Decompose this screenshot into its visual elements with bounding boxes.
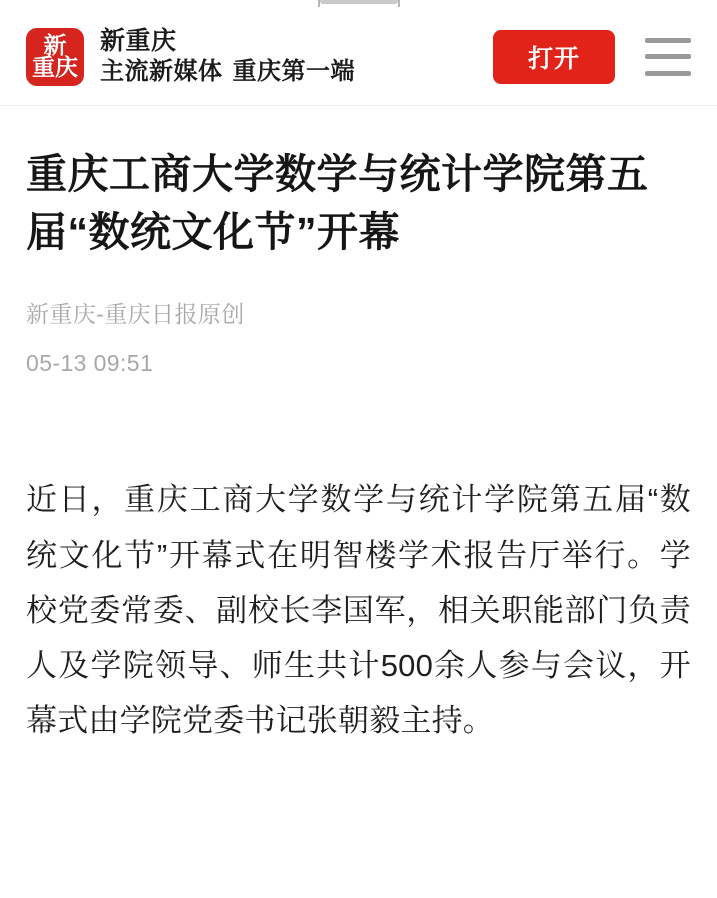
app-logo-icon [26, 28, 84, 86]
hamburger-line-1 [645, 38, 691, 43]
brand[interactable] [26, 26, 493, 87]
brand-name: 新重庆 [100, 27, 177, 56]
brand-slogan-part2: 重庆第一端 [232, 58, 355, 86]
hamburger-line-2 [645, 54, 691, 59]
hamburger-menu-icon[interactable] [645, 38, 691, 76]
brand-slogan-part1: 主流新媒体 [100, 58, 223, 86]
logo-glyph-bottom: 重庆 [32, 54, 78, 81]
open-app-button[interactable]: 打开 [493, 30, 615, 84]
page-title: 重庆工商大学数学与统计学院第五届“数统文化节”开幕 [26, 151, 649, 256]
article-timestamp: 05-13 09:51 [26, 349, 154, 376]
notch-tick-left [318, 0, 320, 7]
notch-tick-right [398, 0, 400, 7]
brand-slogan [100, 57, 355, 87]
hamburger-line-3 [645, 71, 691, 76]
logo-glyph-top: 新 [43, 31, 67, 59]
brand-text [100, 26, 355, 87]
article-body-paragraph: 近日，重庆工商大学数学与统计学院第五届“数统文化节”开幕式在明智楼学术报告厅举行。学校党委常委、副校长李国军，相关职能部门负责人及学院领导、师生共计500余人参与会议，开幕式由学院党委书记张朝毅主持。 [26, 482, 691, 739]
status-bar-notch [0, 0, 717, 8]
drag-handle-icon [320, 0, 398, 4]
app-header [0, 8, 717, 106]
article-container [0, 107, 717, 779]
article-meta [26, 297, 691, 380]
article-source: 新重庆-重庆日报原创 [26, 301, 245, 328]
